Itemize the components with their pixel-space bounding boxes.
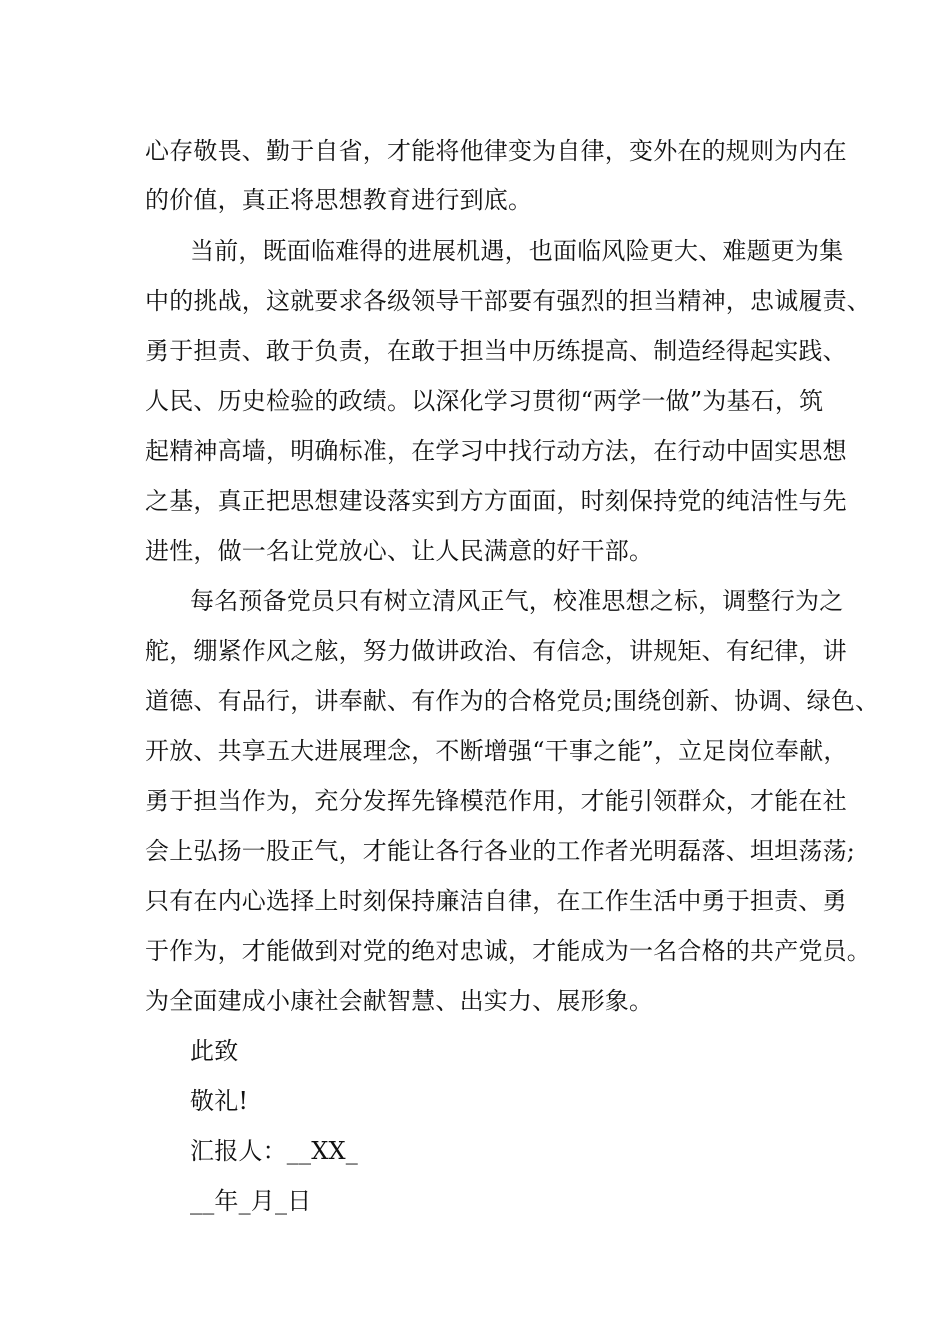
paragraph-line: 舵，绷紧作风之舷，努力做讲政治、有信念，讲规矩、有纪律，讲 <box>145 637 847 665</box>
paragraph-line: 心存敬畏、勤于自省，才能将他律变为自律，变外在的规则为内在 <box>145 137 847 165</box>
salute-text: 敬礼! <box>190 1087 249 1115</box>
paragraph-line: 会上弘扬一股正气，才能让各行各业的工作者光明磊落、坦坦荡荡; <box>145 837 856 865</box>
paragraph-line: 人民、历史检验的政绩。以深化学习贯彻“两学一做”为基石，筑 <box>145 387 824 415</box>
date-line: __年_月_日 <box>190 1187 312 1215</box>
reporter-line: 汇报人：__XX_ <box>190 1137 358 1165</box>
paragraph-line: 只有在内心选择上时刻保持廉洁自律，在工作生活中勇于担责、勇 <box>145 887 847 915</box>
paragraph-line: 勇于担责、敢于负责，在敢于担当中历练提高、制造经得起实践、 <box>145 337 847 365</box>
paragraph-line: 每名预备党员只有树立清风正气，校准思想之标，调整行为之 <box>190 587 844 615</box>
paragraph-line: 进性，做一名让党放心、让人民满意的好干部。 <box>145 537 654 565</box>
paragraph-line: 开放、共享五大进展理念，不断增强“干事之能”，立足岗位奉献， <box>145 737 848 765</box>
closing-text: 此致 <box>190 1037 239 1065</box>
paragraph-line: 的价值，真正将思想教育进行到底。 <box>145 186 533 214</box>
paragraph-line: 起精神高墙，明确标准，在学习中找行动方法，在行动中固实思想 <box>145 437 847 465</box>
paragraph-line: 为全面建成小康社会献智慧、出实力、展形象。 <box>145 987 654 1015</box>
paragraph-line: 当前，既面临难得的进展机遇，也面临风险更大、难题更为集 <box>190 237 844 265</box>
paragraph-line: 于作为，才能做到对党的绝对忠诚，才能成为一名合格的共产党员。 <box>145 937 871 965</box>
paragraph-line: 勇于担当作为，充分发挥先锋模范作用，才能引领群众，才能在社 <box>145 787 847 815</box>
paragraph-line: 道德、有品行，讲奉献、有作为的合格党员;围绕创新、协调、绿色、 <box>145 687 880 715</box>
paragraph-line: 之基，真正把思想建设落实到方方面面，时刻保持党的纯洁性与先 <box>145 487 847 515</box>
paragraph-line: 中的挑战，这就要求各级领导干部要有强烈的担当精神，忠诚履责、 <box>145 287 871 315</box>
